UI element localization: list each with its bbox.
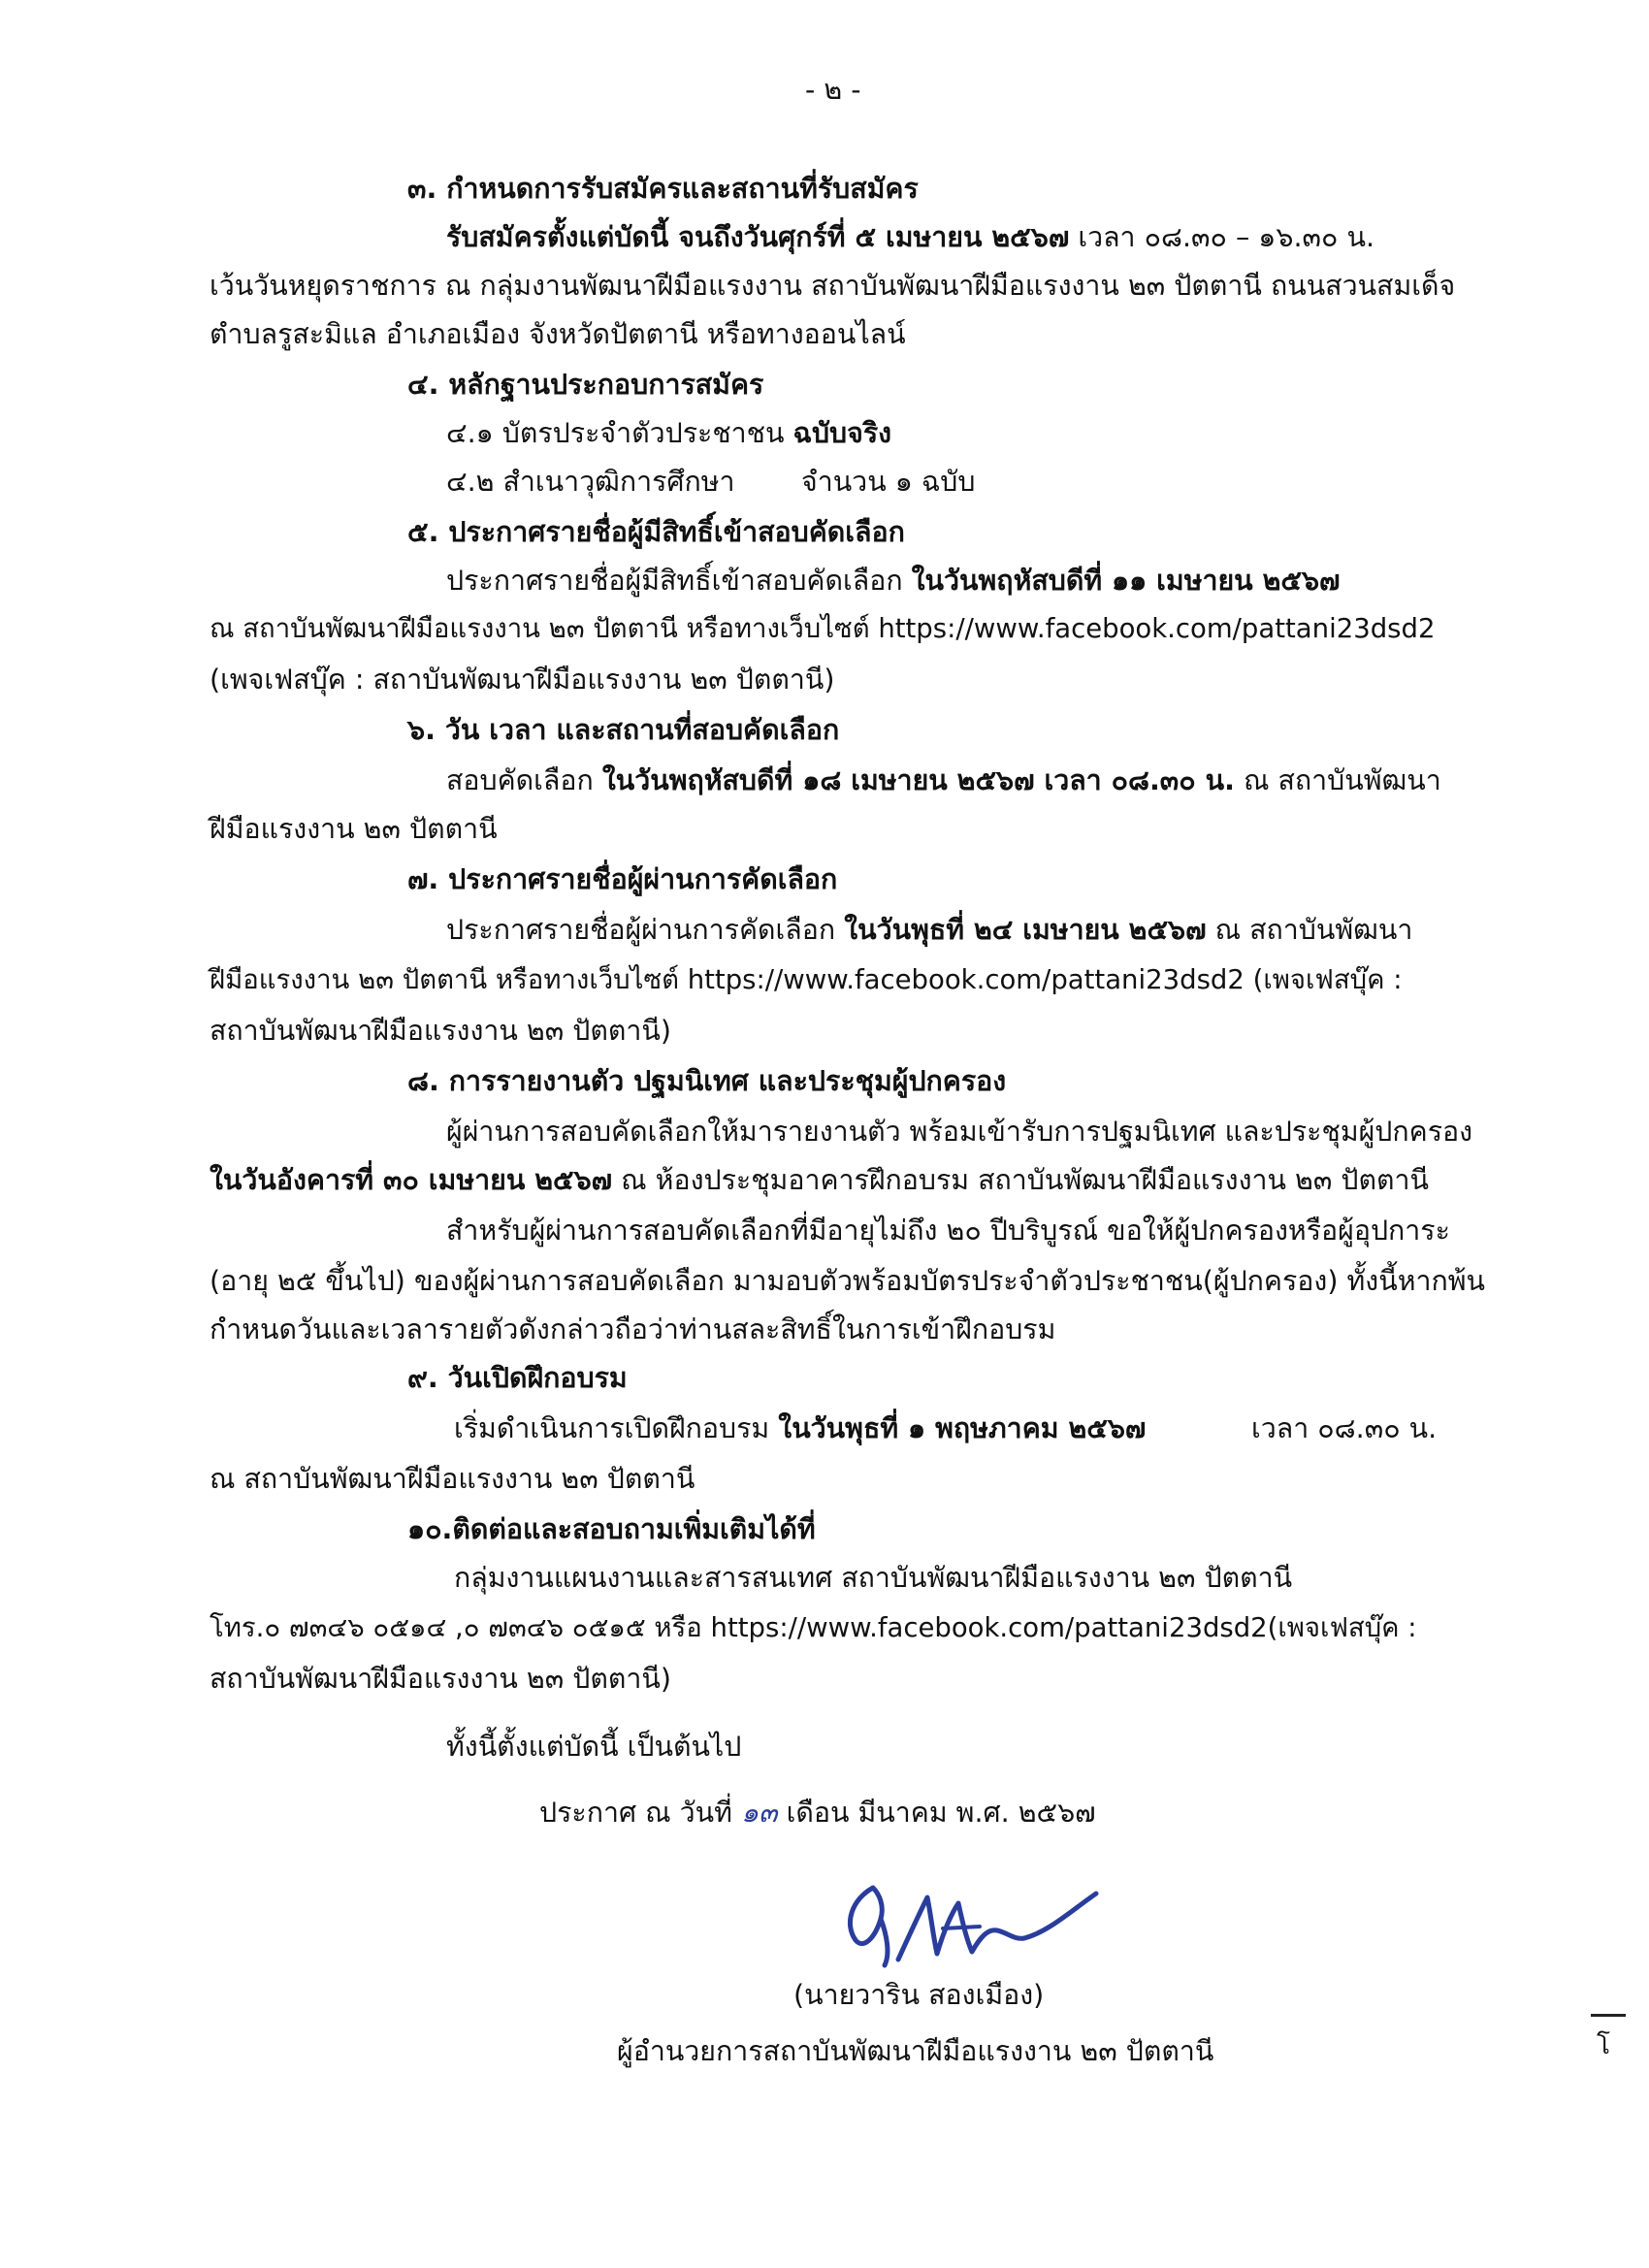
section-4-item-1-bold: ฉบับจริง xyxy=(792,417,892,449)
section-5-heading: ๕. ประกาศรายชื่อผู้มีสิทธิ์เข้าสอบคัดเลือก xyxy=(407,516,905,548)
section-9-heading: ๙. วันเปิดฝึกอบรม xyxy=(407,1362,628,1394)
section-8-p1-tail: ณ ห้องประชุมอาคารฝึกอบรม สถาบันพัฒนาฝีมือแรงงาน ๒๓ ปัตตานี xyxy=(612,1164,1429,1196)
section-8-p1-bold: ในวันอังคารที่ ๓๐ เมษายน ๒๕๖๗ xyxy=(210,1164,613,1196)
section-7-line-3: สถาบันพัฒนาฝีมือแรงงาน ๒๓ ปัตตานี) xyxy=(210,1015,671,1047)
section-7-bold: ในวันพุธที่ ๒๔ เมษายน ๒๕๖๗ xyxy=(844,914,1207,946)
edge-char: โ xyxy=(1597,2031,1610,2060)
section-7-text: ประกาศรายชื่อผู้ผ่านการคัดเลือก xyxy=(446,914,845,946)
section-9-text: เริ่มดำเนินการเปิดฝึกอบรม xyxy=(454,1412,779,1444)
section-8-p1-line-2 xyxy=(210,1164,1429,1197)
announce-line xyxy=(539,1797,1096,1830)
section-8-p1-line-1: ผู้ผ่านการสอบคัดเลือกให้มารายงานตัว พร้อมเข้ารับการปฐมนิเทศ และประชุมผู้ปกครอง xyxy=(446,1116,1473,1148)
section-10-line-1: กลุ่มงานแผนงานและสารสนเทศ สถาบันพัฒนาฝีมือแรงงาน ๒๓ ปัตตานี xyxy=(454,1562,1293,1594)
section-8-p2-line-3: กำหนดวันและเวลารายตัวดังกล่าวถือว่าท่านสละสิทธิ์ในการเข้าฝึกอบรม xyxy=(210,1313,1056,1345)
section-9-time: เวลา ๐๘.๓๐ น. xyxy=(1251,1412,1438,1444)
section-7-tail: ณ สถาบันพัฒนา xyxy=(1206,914,1413,946)
section-3-heading: ๓. กำหนดการรับสมัครและสถานที่รับสมัคร xyxy=(407,173,919,205)
section-5-line-1 xyxy=(446,565,1340,598)
section-3-line-3: ตำบลรูสะมิแล อำเภอเมือง จังหวัดปัตตานี หรือทางออนไลน์ xyxy=(210,318,906,350)
section-7-line-2: ฝีมือแรงงาน ๒๓ ปัตตานี หรือทางเว็บไซต์ https://www.facebook.com/pattani23dsd2 (เพจเฟสบุ๊ค : xyxy=(210,964,1403,995)
section-9-line-2: ณ สถาบันพัฒนาฝีมือแรงงาน ๒๓ ปัตตานี xyxy=(210,1463,695,1495)
section-6-text: สอบคัดเลือก xyxy=(446,764,602,796)
section-6-tail: ณ สถาบันพัฒนา xyxy=(1234,764,1441,796)
section-3-line-2: เว้นวันหยุดราชการ ณ กลุ่มงานพัฒนาฝีมือแรงงาน สถาบันพัฒนาฝีมือแรงงาน ๒๓ ปัตตานี ถนนสวนสมเด็จ xyxy=(210,270,1456,302)
section-5-text: ประกาศรายชื่อผู้มีสิทธิ์เข้าสอบคัดเลือก xyxy=(446,565,912,597)
section-8-p2-line-2: (อายุ ๒๕ ขึ้นไป) ของผู้ผ่านการสอบคัดเลือก มามอบตัวพร้อมบัตรประจำตัวประชาชน(ผู้ปกครอง) ทั้งนี้หากพ้น xyxy=(210,1265,1486,1297)
section-4-item-2: ๔.๒ สำเนาวุฒิการศึกษา xyxy=(446,466,735,498)
section-3-bold: รับสมัครตั้งแต่บัดนี้ จนถึงวันศุกร์ที่ ๕ เมษายน ๒๕๖๗ xyxy=(446,221,1070,253)
edge-mark xyxy=(1591,2014,1626,2017)
section-6-line-2: ฝีมือแรงงาน ๒๓ ปัตตานี xyxy=(210,813,498,845)
section-6-heading: ๖. วัน เวลา และสถานที่สอบคัดเลือก xyxy=(407,714,840,746)
section-4-item-1 xyxy=(446,417,891,450)
signature xyxy=(834,1870,1106,1977)
section-3-line-1 xyxy=(446,221,1374,254)
section-9-line-1 xyxy=(454,1412,1146,1445)
announce-suffix: เดือน มีนาคม พ.ศ. ๒๕๖๗ xyxy=(777,1797,1096,1829)
signer-title: ผู้อำนวยการสถาบันพัฒนาฝีมือแรงงาน ๒๓ ปัตตานี xyxy=(617,2035,1214,2067)
section-10-heading: ๑๐.ติดต่อและสอบถามเพิ่มเติมได้ที่ xyxy=(407,1513,816,1545)
section-10-line-2: โทร.๐ ๗๓๔๖ ๐๕๑๔ ,๐ ๗๓๔๖ ๐๕๑๕ หรือ https://www.facebook.com/pattani23dsd2(เพจเฟสบุ๊ค : xyxy=(210,1612,1417,1643)
section-7-heading: ๗. ประกาศรายชื่อผู้ผ่านการคัดเลือก xyxy=(407,863,838,895)
section-4-heading: ๔. หลักฐานประกอบการสมัคร xyxy=(407,369,764,401)
section-8-p2-line-1: สำหรับผู้ผ่านการสอบคัดเลือกที่มีอายุไม่ถึง ๒๐ ปีบริบูรณ์ ขอให้ผู้ปกครองหรือผู้อุปการะ xyxy=(446,1215,1450,1247)
section-4-item-1-text: ๔.๑ บัตรประจำตัวประชาชน xyxy=(446,417,793,449)
section-4-item-2-qty: จำนวน ๑ ฉบับ xyxy=(801,466,976,498)
section-5-line-2: ณ สถาบันพัฒนาฝีมือแรงงาน ๒๓ ปัตตานี หรือทางเว็บไซต์ https://www.facebook.com/pattani23dsd2 xyxy=(210,613,1436,644)
section-6-line-1 xyxy=(446,764,1441,797)
section-3-time: เวลา ๐๘.๓๐ – ๑๖.๓๐ น. xyxy=(1069,221,1375,253)
section-7-line-1 xyxy=(446,914,1412,947)
signer-name: (นายวาริน สองเมือง) xyxy=(793,1979,1045,2011)
section-10-line-3: สถาบันพัฒนาฝีมือแรงงาน ๒๓ ปัตตานี) xyxy=(210,1663,671,1695)
section-5-bold: ในวันพฤหัสบดีที่ ๑๑ เมษายน ๒๕๖๗ xyxy=(911,565,1341,597)
section-8-heading: ๘. การรายงานตัว ปฐมนิเทศ และประชุมผู้ปกครอง xyxy=(407,1065,1007,1097)
section-6-bold: ในวันพฤหัสบดีที่ ๑๘ เมษายน ๒๕๖๗ เวลา ๐๘.๓๐ น. xyxy=(601,764,1235,796)
closing-line: ทั้งนี้ตั้งแต่บัดนี้ เป็นต้นไป xyxy=(446,1731,742,1763)
section-5-line-3: (เพจเฟสบุ๊ค : สถาบันพัฒนาฝีมือแรงงาน ๒๓ ปัตตานี) xyxy=(210,664,835,696)
announce-day: ๑๓ xyxy=(740,1797,778,1829)
section-9-bold: ในวันพุธที่ ๑ พฤษภาคม ๒๕๖๗ xyxy=(778,1412,1147,1444)
announce-prefix: ประกาศ ณ วันที่ xyxy=(539,1797,741,1829)
page-number: - ๒ - xyxy=(805,74,861,106)
